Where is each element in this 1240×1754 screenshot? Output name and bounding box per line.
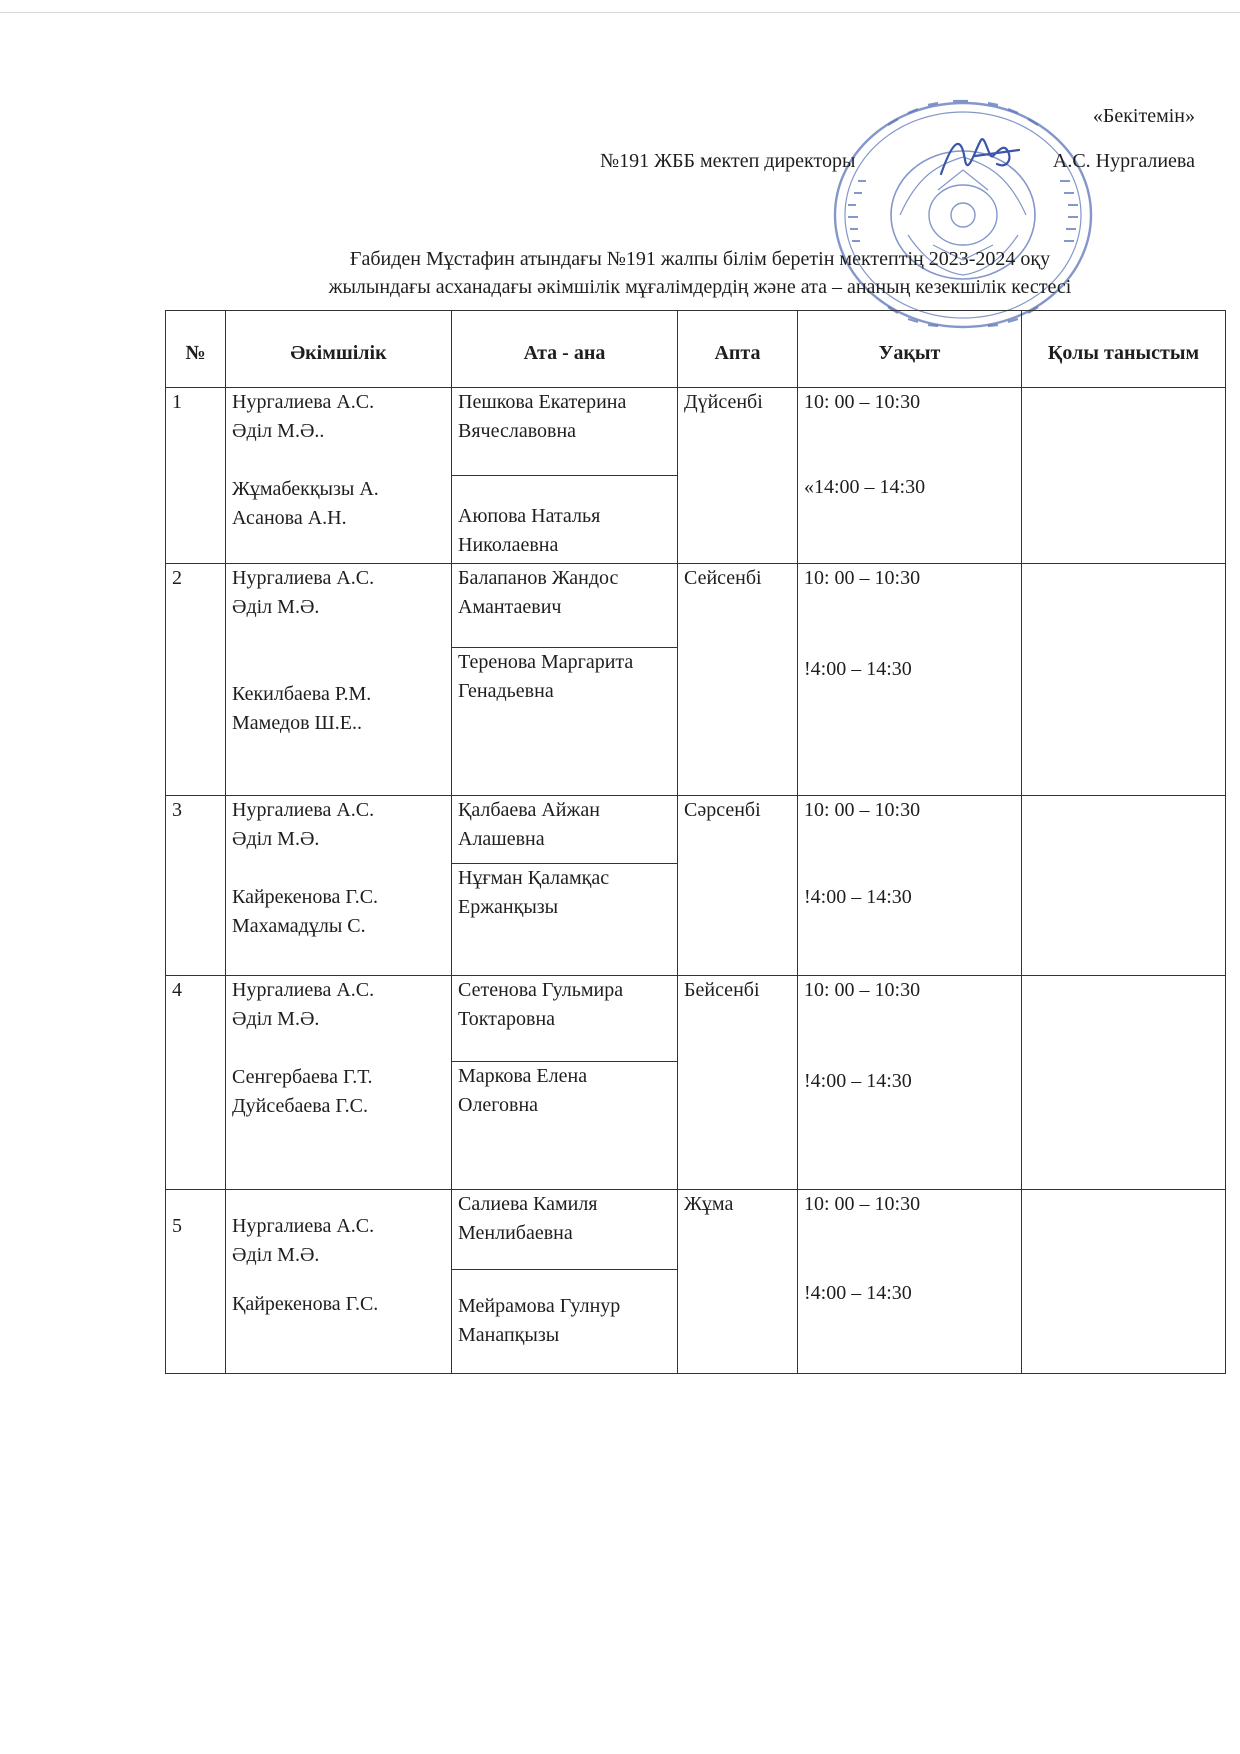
weekday-cell: Бейсенбі bbox=[678, 976, 798, 1190]
weekday-cell: Сейсенбі bbox=[678, 564, 798, 796]
admin-name: Нургалиева А.С. bbox=[232, 979, 375, 1001]
column-header-administration: Әкімшілік bbox=[226, 311, 452, 388]
column-header-parent: Ата - ана bbox=[452, 311, 678, 388]
admin-name: Махамадұлы С. bbox=[232, 915, 366, 937]
column-header-number: № bbox=[166, 311, 226, 388]
admin-name: Әділ М.Ә. bbox=[232, 596, 320, 618]
admin-cell bbox=[226, 564, 452, 796]
parent-cell: Пешкова Екатерина Вячеславовна bbox=[452, 388, 678, 476]
row-number: 2 bbox=[166, 564, 226, 796]
admin-name: Жұмабекқызы А. bbox=[232, 478, 379, 500]
row-number: 1 bbox=[166, 388, 226, 564]
row-number: 5 bbox=[166, 1190, 226, 1374]
admin-name: Асанова А.Н. bbox=[232, 507, 347, 529]
row-number: 4 bbox=[166, 976, 226, 1190]
signature-cell bbox=[1022, 796, 1226, 976]
time-slot: 10: 00 – 10:30 bbox=[804, 1193, 921, 1215]
admin-cell bbox=[226, 976, 452, 1190]
admin-name: Қайрекенова Г.С. bbox=[232, 1293, 379, 1315]
admin-name: Нургалиева А.С. bbox=[232, 567, 375, 589]
admin-name: Нургалиева А.С. bbox=[232, 391, 375, 413]
parent-cell: Теренова Маргарита Генадьевна bbox=[452, 648, 678, 796]
director-title: №191 ЖББ мектеп директоры bbox=[600, 150, 856, 172]
row-number: 3 bbox=[166, 796, 226, 976]
document-title bbox=[235, 245, 1165, 301]
signature-cell bbox=[1022, 564, 1226, 796]
time-slot: !4:00 – 14:30 bbox=[804, 658, 912, 680]
column-header-weekday: Апта bbox=[678, 311, 798, 388]
parent-cell: Салиева Камиля Менлибаевна bbox=[452, 1190, 678, 1270]
time-cell bbox=[798, 796, 1022, 976]
title-line-1: Ғабиден Мұстафин атындағы №191 жалпы білім беретін мектептің 2023-2024 оқу bbox=[349, 248, 1051, 270]
time-slot: !4:00 – 14:30 bbox=[804, 1282, 912, 1304]
table-row bbox=[166, 564, 1226, 648]
time-slot: !4:00 – 14:30 bbox=[804, 1070, 912, 1092]
admin-name: Нургалиева А.С. bbox=[232, 1215, 375, 1237]
admin-name: Әділ М.Ә. bbox=[232, 1244, 320, 1266]
admin-name: Әділ М.Ә. bbox=[232, 1008, 320, 1030]
admin-cell bbox=[226, 1190, 452, 1374]
column-header-signature: Қолы таныстым bbox=[1022, 311, 1226, 388]
time-slot: «14:00 – 14:30 bbox=[804, 476, 926, 498]
table-header-row bbox=[166, 311, 1226, 388]
admin-cell bbox=[226, 796, 452, 976]
time-cell bbox=[798, 388, 1022, 564]
admin-name: Нургалиева А.С. bbox=[232, 799, 375, 821]
parent-cell: Маркова Елена Олеговна bbox=[452, 1062, 678, 1190]
admin-name: Дуйсебаева Г.С. bbox=[232, 1095, 368, 1117]
weekday-cell: Жұма bbox=[678, 1190, 798, 1374]
admin-name: Әділ М.Ә.. bbox=[232, 420, 325, 442]
table-row bbox=[166, 388, 1226, 476]
parent-cell: Нұғман Қаламқас Ержанқызы bbox=[452, 864, 678, 976]
scan-top-edge bbox=[0, 12, 1240, 13]
time-cell bbox=[798, 976, 1022, 1190]
table-row bbox=[166, 976, 1226, 1062]
weekday-cell: Сәрсенбі bbox=[678, 796, 798, 976]
time-slot: !4:00 – 14:30 bbox=[804, 886, 912, 908]
director-name: А.С. Нургалиева bbox=[1052, 150, 1195, 172]
admin-name: Әділ М.Ә. bbox=[232, 828, 320, 850]
signature-cell bbox=[1022, 388, 1226, 564]
admin-cell bbox=[226, 388, 452, 564]
signature-cell bbox=[1022, 1190, 1226, 1374]
weekday-cell: Дүйсенбі bbox=[678, 388, 798, 564]
table-row bbox=[166, 1190, 1226, 1270]
admin-name: Кекилбаева Р.М. bbox=[232, 683, 372, 705]
time-slot: 10: 00 – 10:30 bbox=[804, 391, 921, 413]
parent-cell: Қалбаева Айжан Алашевна bbox=[452, 796, 678, 864]
time-slot: 10: 00 – 10:30 bbox=[804, 979, 921, 1001]
title-line-2: жылындағы асханадағы әкімшілік мұғалімдердің және ата – ананың кезекшілік кестесі bbox=[328, 276, 1072, 298]
duty-schedule-table bbox=[165, 310, 1226, 1374]
parent-cell: Аюпова Наталья Николаевна bbox=[452, 476, 678, 564]
time-slot: 10: 00 – 10:30 bbox=[804, 567, 921, 589]
signature-cell bbox=[1022, 976, 1226, 1190]
column-header-time: Уақыт bbox=[798, 311, 1022, 388]
parent-cell: Мейрамова Гулнур Манапқызы bbox=[452, 1270, 678, 1374]
table-row bbox=[166, 796, 1226, 864]
time-cell bbox=[798, 1190, 1022, 1374]
time-slot: 10: 00 – 10:30 bbox=[804, 799, 921, 821]
admin-name: Мамедов Ш.Е.. bbox=[232, 712, 362, 734]
director-signature bbox=[935, 130, 1025, 180]
admin-name: Сенгербаева Г.Т. bbox=[232, 1066, 373, 1088]
parent-cell: Сетенова Гульмира Токтаровна bbox=[452, 976, 678, 1062]
parent-cell: Балапанов Жандос Амантаевич bbox=[452, 564, 678, 648]
admin-name: Кайрекенова Г.С. bbox=[232, 886, 379, 908]
time-cell bbox=[798, 564, 1022, 796]
approval-label: «Бекітемін» bbox=[1092, 105, 1195, 127]
